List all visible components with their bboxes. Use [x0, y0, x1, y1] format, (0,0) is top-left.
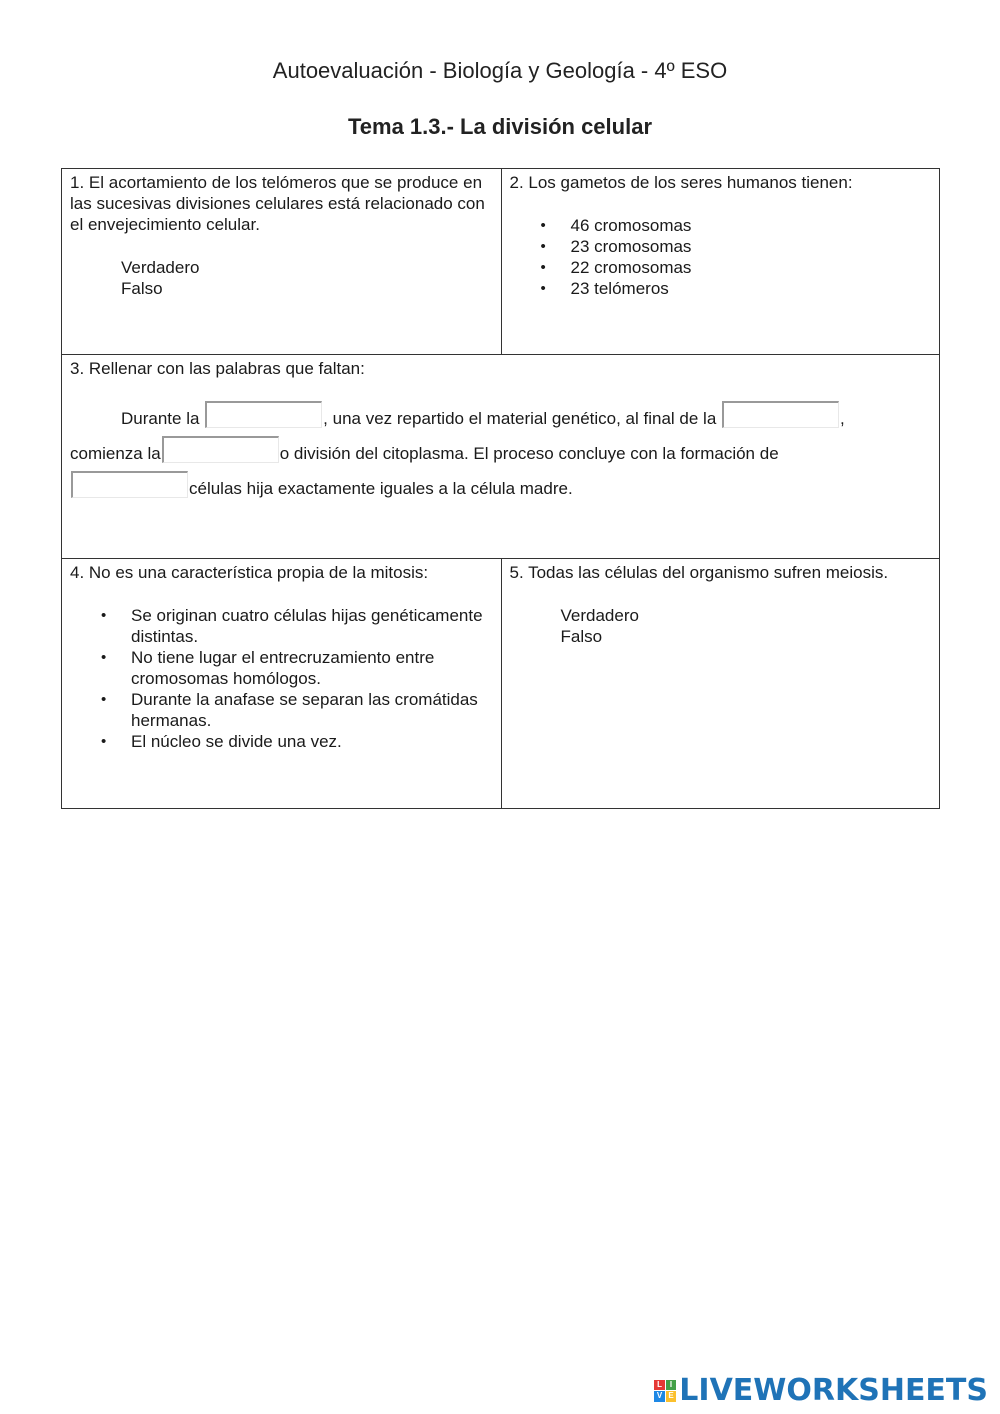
- question-4-option[interactable]: • Se originan cuatro células hijas genéticamente distintas.: [131, 605, 493, 647]
- question-2-prompt: 2. Los gametos de los seres humanos tienen:: [509, 173, 853, 192]
- question-1-options: [70, 257, 493, 299]
- question-1-option-false[interactable]: Falso: [121, 279, 163, 298]
- question-5-prompt: 5. Todas las células del organismo sufren meiosis.: [509, 563, 889, 582]
- question-4-option[interactable]: • No tiene lugar el entrecruzamiento entre cromosomas homólogos.: [131, 647, 493, 689]
- logo-square: E: [666, 1391, 677, 1402]
- fill-blank-input[interactable]: [71, 471, 188, 498]
- question-4-option[interactable]: • Durante la anafase se separan las cromátidas hermanas.: [131, 689, 493, 731]
- question-2-option[interactable]: • 22 cromosomas: [571, 257, 932, 278]
- question-5-option-true[interactable]: Verdadero: [560, 606, 639, 625]
- fill-blank-input[interactable]: [722, 401, 839, 428]
- quiz-table: [61, 168, 940, 809]
- fill-text-segment: Durante la: [121, 409, 200, 428]
- question-2-cell: [501, 169, 940, 354]
- question-3-cell: [62, 355, 939, 558]
- table-row: [62, 559, 939, 808]
- fill-text-segment: ,: [840, 409, 845, 428]
- question-5-option-false[interactable]: Falso: [560, 627, 603, 646]
- question-1-prompt: 1. El acortamiento de los telómeros que se produce en las sucesivas divisiones celulares está relacionado con el envejecimiento celular.: [70, 173, 485, 234]
- fill-text-segment: comienza la: [70, 444, 161, 463]
- question-5-options: [510, 605, 932, 647]
- question-4-cell: [62, 559, 501, 808]
- question-2-options: [510, 215, 932, 299]
- fill-text-segment: o división del citoplasma. El proceso concluye con la formación de: [279, 444, 779, 463]
- fill-text-segment: células hija exactamente iguales a la célula madre.: [189, 479, 573, 498]
- question-2-option[interactable]: • 23 telómeros: [571, 278, 932, 299]
- page-title: Tema 1.3.- La división celular: [347, 114, 653, 139]
- liveworksheets-wordmark: LIVEWORKSHEETS: [679, 1373, 988, 1408]
- question-2-option[interactable]: • 46 cromosomas: [571, 215, 932, 236]
- worksheet-subtitle: Autoevaluación - Biología y Geología - 4º ESO: [272, 58, 728, 83]
- liveworksheets-brand: [654, 1373, 988, 1408]
- logo-square: I: [666, 1380, 677, 1391]
- liveworksheets-logo-icon: [654, 1380, 676, 1402]
- fill-blank-input[interactable]: [205, 401, 322, 428]
- question-4-options: [70, 605, 493, 752]
- question-2-option[interactable]: • 23 cromosomas: [571, 236, 932, 257]
- logo-square: L: [654, 1380, 665, 1391]
- question-5-cell: [501, 559, 940, 808]
- question-1-cell: [62, 169, 501, 354]
- question-4-option[interactable]: • El núcleo se divide una vez.: [131, 731, 493, 752]
- table-row: [62, 355, 939, 559]
- question-1-option-true[interactable]: Verdadero: [121, 258, 200, 277]
- table-row: [62, 169, 939, 355]
- fill-blank-input[interactable]: [162, 436, 279, 463]
- logo-square: V: [654, 1391, 665, 1402]
- fill-text-segment: , una vez repartido el material genético, al final de la: [323, 409, 717, 428]
- question-4-prompt: 4. No es una característica propia de la mitosis:: [70, 563, 429, 582]
- question-3-fill-text: [70, 401, 931, 506]
- question-3-prompt: 3. Rellenar con las palabras que faltan:: [70, 359, 365, 378]
